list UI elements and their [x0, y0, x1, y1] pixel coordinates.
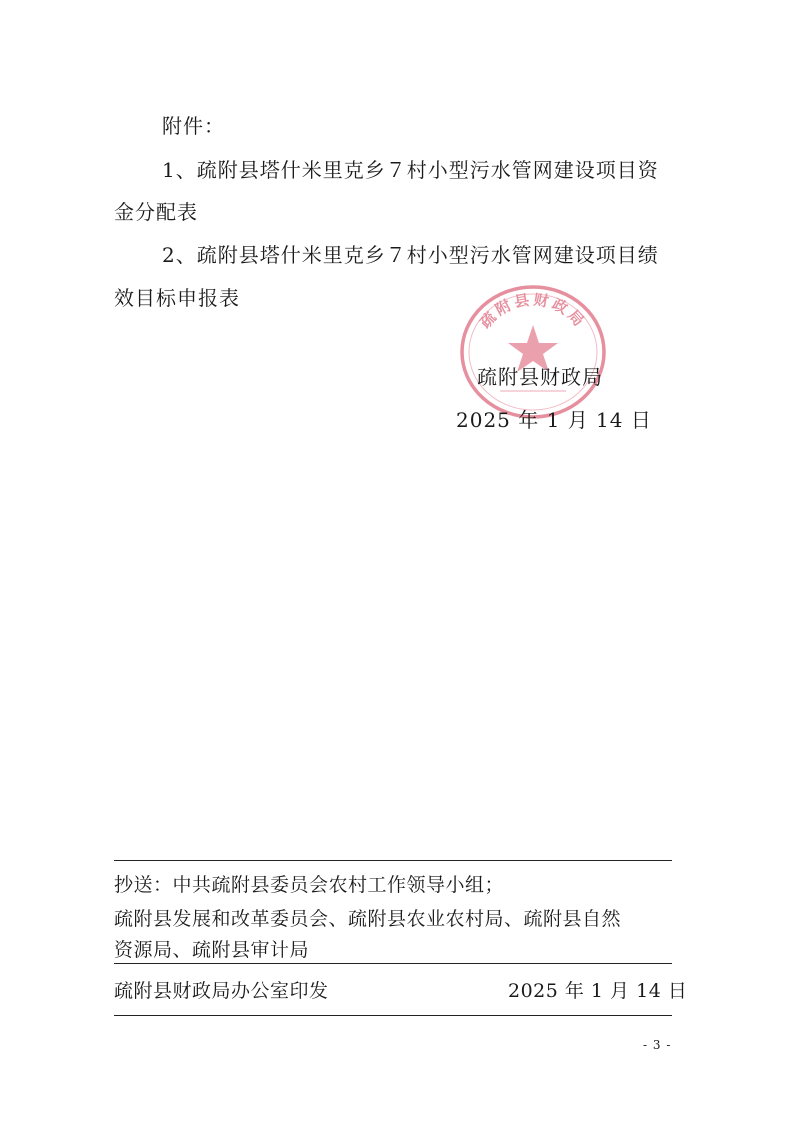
svg-text:疏附县财政局 — [476, 290, 589, 331]
divider-top — [114, 860, 672, 861]
divider-middle — [114, 963, 672, 964]
seal-text: 疏附县财政局 — [476, 290, 590, 332]
attachment-2-line-1: 2、疏附县塔什米里克乡７村小型污水管网建设项目绩 — [162, 243, 659, 267]
page-number: - 3 - — [643, 1038, 672, 1052]
issue-date: 2025 年 1 月 14 日 — [456, 408, 652, 432]
attachment-1-line-2: 金分配表 — [114, 200, 198, 224]
distribution-line-1: 抄送：中共疏附县委员会农村工作领导小组； — [114, 874, 505, 896]
attachment-1-line-1: 1、疏附县塔什米里克乡７村小型污水管网建设项目资 — [162, 158, 659, 182]
issuer-name: 疏附县财政局 — [477, 365, 603, 389]
printed-by: 疏附县财政局办公室印发 — [114, 980, 329, 1002]
divider-bottom — [114, 1015, 672, 1016]
attachment-2-line-2: 效目标申报表 — [114, 286, 240, 310]
print-date: 2025 年 1 月 14 日 — [508, 980, 688, 1002]
attachments-heading: 附件： — [162, 114, 225, 138]
official-seal-icon — [458, 283, 608, 421]
distribution-line-2: 疏附县发展和改革委员会、疏附县农业农村局、疏附县自然 — [114, 908, 622, 930]
distribution-line-3: 资源局、疏附县审计局 — [114, 939, 310, 961]
